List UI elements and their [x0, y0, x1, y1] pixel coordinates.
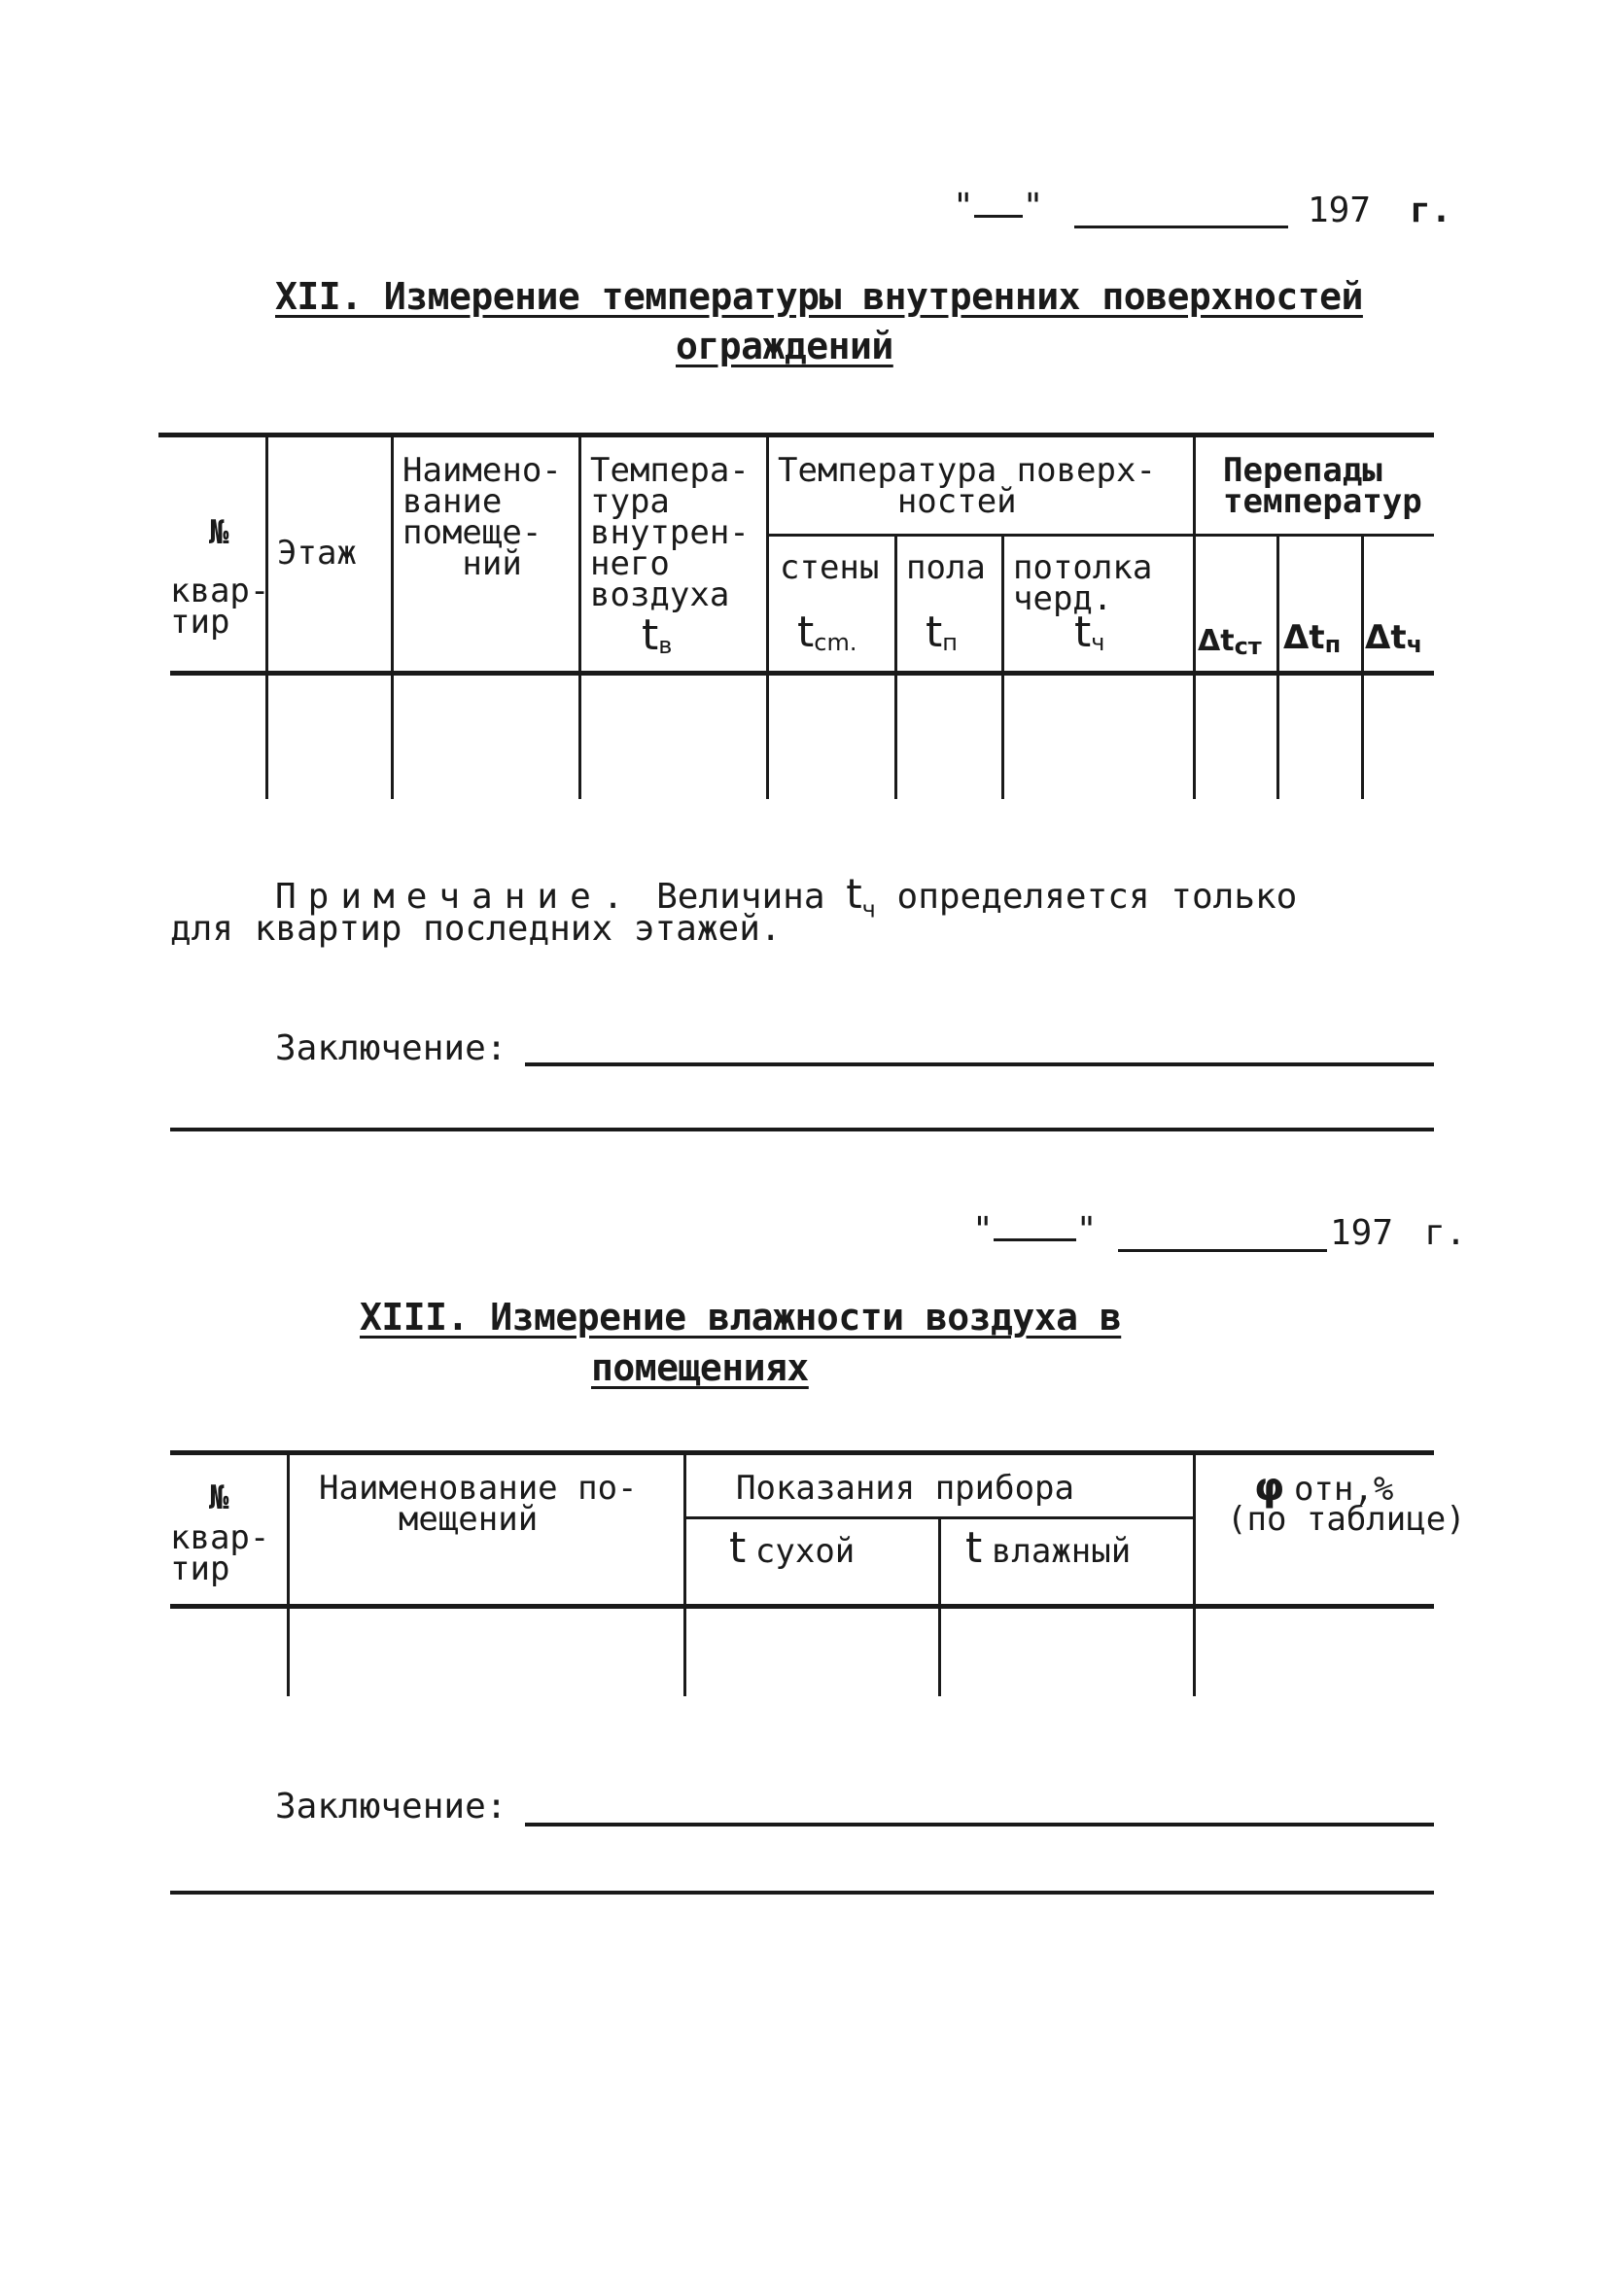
header-floor-surface: пола: [906, 548, 986, 587]
date-year-12: 197: [1308, 191, 1372, 230]
header-humidity-note: (по таблице): [1227, 1500, 1466, 1539]
header-floor-surface-symbol: $t_п$: [926, 608, 958, 657]
conclusion-blank-line: [525, 1062, 1434, 1066]
header-number: №: [209, 513, 229, 552]
date-year-13: 197: [1330, 1213, 1394, 1253]
date-month-blank-13: [1118, 1249, 1327, 1252]
header-attic-ceiling: потолка черд.: [1013, 548, 1153, 618]
header-attic-ceiling-symbol: $t_ч$: [1074, 608, 1105, 657]
header-surface-temp-group: Температура поверх- ностей: [778, 451, 1156, 521]
header-dry-temp: t сухой: [729, 1523, 856, 1573]
note-symbol: $t_ч$: [846, 870, 876, 923]
header-wall-symbol: $t_{cm.}$: [797, 608, 857, 657]
date-day-blank: [994, 1213, 1076, 1241]
table-subheader-rule: [766, 534, 1434, 537]
conclusion-label-12: Заключение:: [275, 1028, 507, 1068]
conclusion-blank-line: [170, 1891, 1434, 1895]
date-line-13: [972, 1210, 1097, 1250]
table-top-rule: [170, 1450, 1434, 1455]
header-wet-temp: t влажный: [965, 1523, 1132, 1573]
header-number: №: [209, 1478, 229, 1517]
header-instrument-readings: Показания прибора: [736, 1469, 1074, 1508]
header-relative-humidity: φ отн,%: [1254, 1465, 1394, 1510]
header-temp-differences-group: Перепады температур: [1223, 451, 1422, 521]
header-delta-ceiling: $\Delta t_ч$: [1365, 618, 1423, 658]
header-delta-floor: $\Delta t_п$: [1283, 618, 1342, 658]
header-floor: Этаж: [277, 534, 357, 573]
date-quote-close: ": [1022, 187, 1044, 226]
date-quote-open: ": [972, 1210, 994, 1250]
date-suffix-13: г.: [1424, 1213, 1467, 1253]
section-13-title-cont: помещениях: [591, 1346, 809, 1389]
date-quote-open: ": [953, 187, 974, 226]
header-room-name: Наимено- вание помеще- ний: [402, 451, 562, 583]
note-text: Величина: [656, 877, 825, 917]
table-row: [170, 676, 1434, 799]
table-row: [170, 1609, 1434, 1696]
section-12-title: XII. Измерение температуры внутренних поверхностей: [275, 275, 1363, 318]
date-line-12: [953, 187, 1043, 226]
header-wall: стены: [780, 548, 880, 587]
date-day-blank: [974, 190, 1023, 218]
table-top-rule: [158, 433, 1434, 437]
date-month-blank-12: [1074, 226, 1288, 228]
note-line-2: для квартир последних этажей.: [170, 909, 782, 949]
date-quote-close: ": [1075, 1210, 1098, 1250]
conclusion-blank-line: [525, 1823, 1434, 1826]
header-room-name: Наименование по- мещений: [319, 1469, 638, 1539]
header-inner-air-temp-symbol: $t_в$: [642, 610, 673, 660]
section-13-title: XIII. Измерение влажности воздуха в: [360, 1296, 1122, 1339]
header-apartments: квар- тир: [170, 1518, 270, 1588]
note-label: Примечание.: [275, 877, 636, 917]
conclusion-label-13: Заключение:: [275, 1787, 507, 1826]
conclusion-blank-line: [170, 1128, 1434, 1131]
header-delta-wall: $\Delta t_{ст}$: [1198, 624, 1262, 660]
section-12-title-cont: ограждений: [676, 325, 893, 367]
date-suffix-12: г.: [1410, 191, 1452, 230]
note-text-cont: определяется только: [896, 877, 1298, 917]
header-apartments: квар- тир: [170, 572, 270, 642]
header-inner-air-temp: Темпера- тура внутрен- него воздуха: [590, 451, 750, 614]
